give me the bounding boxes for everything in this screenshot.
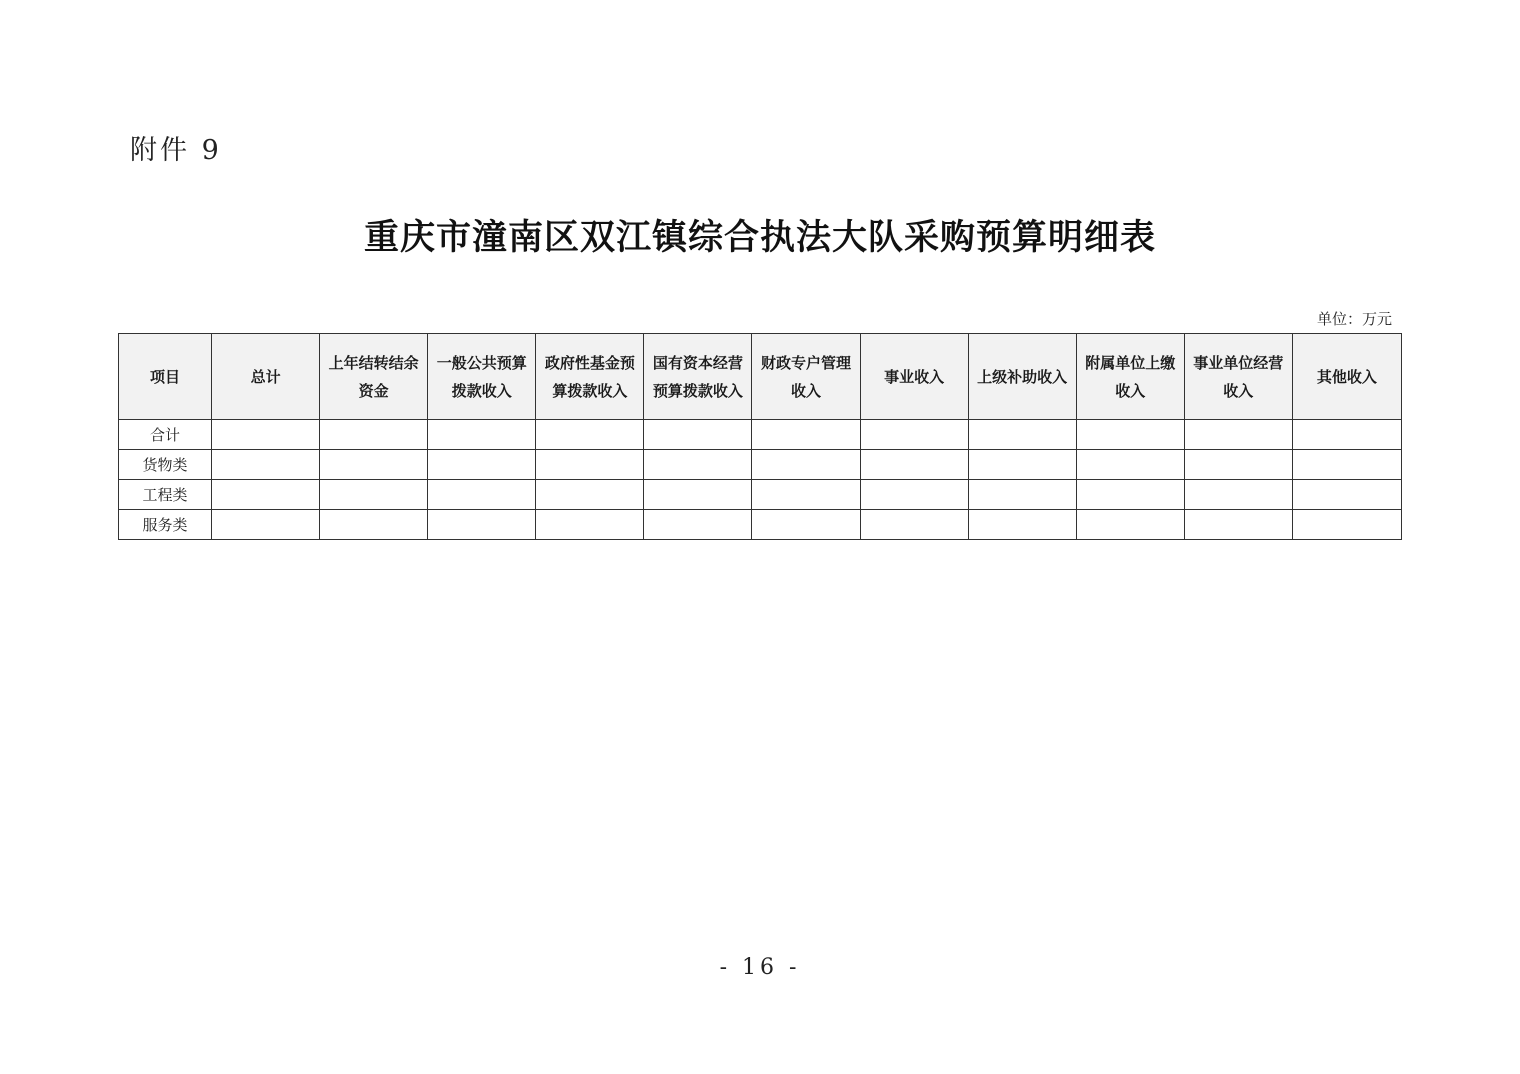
column-header-business-operations: 事业单位经营收入 xyxy=(1184,334,1292,420)
row-label: 工程类 xyxy=(119,480,212,510)
table-cell xyxy=(1076,510,1184,540)
column-header-fiscal-account: 财政专户管理收入 xyxy=(752,334,860,420)
table-cell xyxy=(320,420,428,450)
table-cell xyxy=(968,480,1076,510)
table-row xyxy=(119,480,1402,510)
table-cell xyxy=(212,480,320,510)
table-cell xyxy=(860,420,968,450)
column-header-business-income: 事业收入 xyxy=(860,334,968,420)
table-cell xyxy=(752,450,860,480)
table-header-row xyxy=(119,334,1402,420)
table-cell xyxy=(1076,420,1184,450)
table-cell xyxy=(320,480,428,510)
table-cell xyxy=(536,510,644,540)
table-cell xyxy=(644,510,752,540)
table-cell xyxy=(752,420,860,450)
table-cell xyxy=(752,480,860,510)
row-label: 货物类 xyxy=(119,450,212,480)
table-cell xyxy=(860,510,968,540)
table-cell xyxy=(1184,510,1292,540)
column-header-superior-subsidy: 上级补助收入 xyxy=(968,334,1076,420)
row-label: 服务类 xyxy=(119,510,212,540)
table-cell xyxy=(968,510,1076,540)
table-cell xyxy=(860,480,968,510)
table-row xyxy=(119,420,1402,450)
table-cell xyxy=(536,450,644,480)
column-header-general-budget: 一般公共预算拨款收入 xyxy=(428,334,536,420)
table-cell xyxy=(428,420,536,450)
procurement-budget-table xyxy=(118,333,1402,540)
table-cell xyxy=(968,450,1076,480)
table-cell xyxy=(644,450,752,480)
table-cell xyxy=(1292,480,1401,510)
table-cell xyxy=(1184,420,1292,450)
table-cell xyxy=(428,510,536,540)
row-label: 合计 xyxy=(119,420,212,450)
column-header-prior-year-balance: 上年结转结余资金 xyxy=(320,334,428,420)
table-cell xyxy=(1292,450,1401,480)
table-cell xyxy=(320,510,428,540)
table-cell xyxy=(1076,480,1184,510)
table-cell xyxy=(1076,450,1184,480)
table-cell xyxy=(428,480,536,510)
table-cell xyxy=(1184,480,1292,510)
table-cell xyxy=(644,420,752,450)
table-row xyxy=(119,450,1402,480)
table-cell xyxy=(1292,420,1401,450)
table-cell xyxy=(860,450,968,480)
column-header-other-income: 其他收入 xyxy=(1292,334,1401,420)
column-header-total: 总计 xyxy=(212,334,320,420)
column-header-affiliated-units: 附属单位上缴收入 xyxy=(1076,334,1184,420)
table-cell xyxy=(536,480,644,510)
column-header-government-fund: 政府性基金预算拨款收入 xyxy=(536,334,644,420)
table-cell xyxy=(536,420,644,450)
table-cell xyxy=(212,420,320,450)
table-cell xyxy=(1292,510,1401,540)
column-header-state-capital: 国有资本经营预算拨款收入 xyxy=(644,334,752,420)
table-row xyxy=(119,510,1402,540)
attachment-label: 附件 9 xyxy=(130,135,222,166)
table-cell xyxy=(320,450,428,480)
table-cell xyxy=(212,450,320,480)
table-cell xyxy=(212,510,320,540)
page-number: - 16 - xyxy=(719,955,801,980)
table-cell xyxy=(752,510,860,540)
table-cell xyxy=(428,450,536,480)
table-cell xyxy=(968,420,1076,450)
unit-label: 单位：万元 xyxy=(1316,310,1392,328)
table-cell xyxy=(644,480,752,510)
column-header-item: 项目 xyxy=(119,334,212,420)
table-cell xyxy=(1184,450,1292,480)
document-title: 重庆市潼南区双江镇综合执法大队采购预算明细表 xyxy=(363,217,1156,258)
